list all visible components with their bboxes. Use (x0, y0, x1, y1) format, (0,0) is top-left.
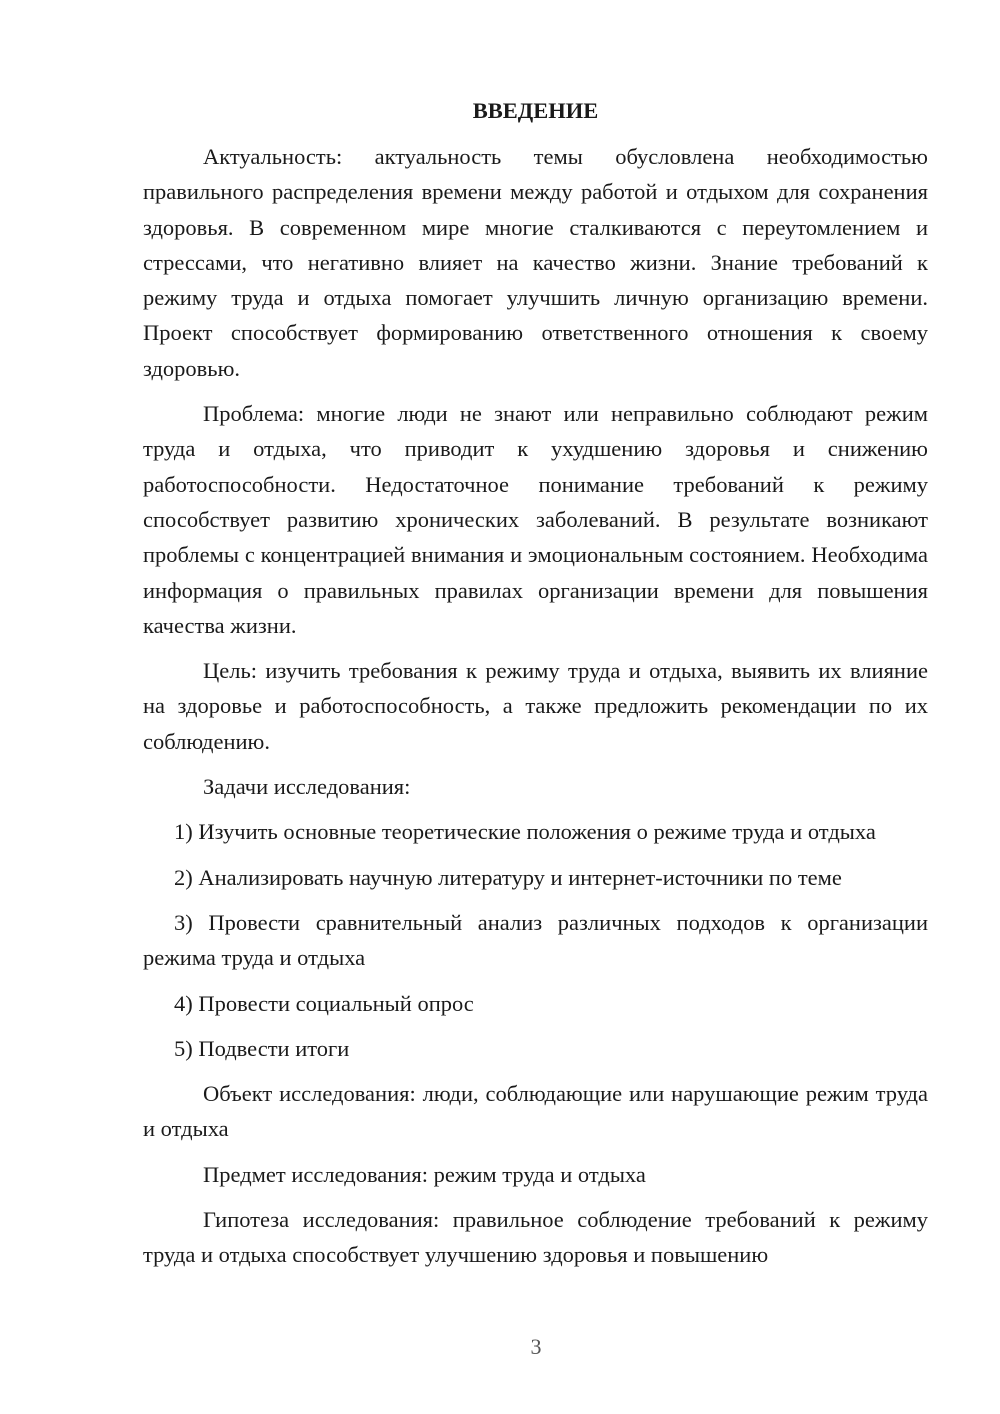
task-item-4: 4) Провести социальный опрос (174, 990, 474, 1016)
hypothesis-paragraph: Гипотеза исследования: правильное соблюдение требований к режиму труда и отдыха способствует улучшению здоровья и повышению (143, 1207, 928, 1268)
tasks-heading: Задачи исследования: (203, 774, 411, 800)
page-number: 3 (530, 1334, 542, 1359)
object-paragraph: Объект исследования: люди, соблюдающие или нарушающие режим труда и отдыха (143, 1081, 928, 1142)
page-title: ВВЕДЕНИЕ (472, 98, 599, 123)
goal-paragraph: Цель: изучить требования к режиму труда и отдыха, выявить их влияние на здоровье и работоспособность, а также предложить рекомендации по их соблюдению. (143, 658, 928, 754)
document-body (143, 93, 928, 1283)
subject-paragraph: Предмет исследования: режим труда и отдыха (203, 1161, 646, 1187)
task-item-5: 5) Подвести итоги (174, 1035, 350, 1061)
task-item-3: 3) Провести сравнительный анализ различных подходов к организации режима труда и отдыха (143, 909, 928, 971)
problem-paragraph: Проблема: многие люди не знают или неправильно соблюдают режим труда и отдыха, что приводит к ухудшению здоровья и снижению работоспособности. Недостаточное понимание требований к режиму способствует развитию хронических заболеваний. В результате возникают проблемы с концентрацией внимания и эмоциональным состоянием. Необходима информация о правильных правилах организации времени для повышения качества жизни. (143, 401, 928, 638)
relevance-paragraph: Актуальность: актуальность темы обусловлена необходимостью правильного распределения времени между работой и отдыхом для сохранения здоровья. В современном мире многие сталкиваются с переутомлением и стрессами, что негативно влияет на качество жизни. Знание требований к режиму труда и отдыха помогает улучшить личную организацию времени. Проект способствует формированию ответственного отношения к своему здоровью. (143, 144, 928, 381)
task-item-1: 1) Изучить основные теоретические положения о режиме труда и отдыха (174, 819, 876, 845)
task-item-2: 2) Анализировать научную литературу и интернет-источники по теме (174, 864, 842, 890)
